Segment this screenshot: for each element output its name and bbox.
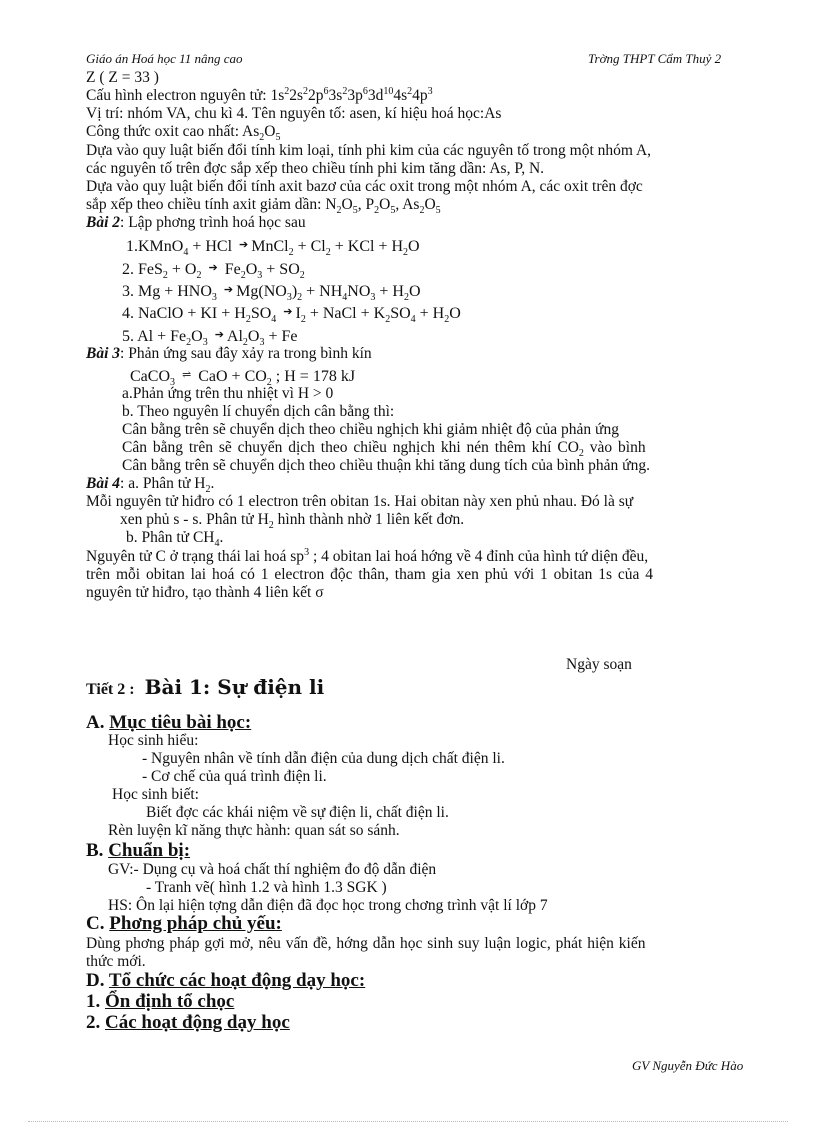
b-item-3: HS: Ôn lại hiện tợng dẫn điện đã đọc học trong chơng trình vật lí lớp 7 [108,897,548,914]
tiet-label: Tiết 2 : [86,681,135,698]
c-item-2: thức mới. [86,953,146,970]
bai4-p2b: trên mỗi obitan lai hoá có 1 electron độc thân, tham gia xen phủ với 1 obitan 1s của 4 [86,566,654,583]
z-line: Z ( Z = 33 ) [86,69,159,86]
reaction-arrow-icon: ➔ [223,284,234,296]
ngay-soan: Ngày soạn [566,656,632,673]
b-item-1: GV:- Dụng cụ và hoá chất thí nghiệm đo độ dẫn điện [108,861,437,878]
d-item-2: 2. Các hoạt động dạy học [86,1012,290,1033]
equation-1: 1.KMnO$_4$ + HCl ➔ MnCl$_2$ + $Cl_2$ + KCl + $H_2O$ [126,238,420,259]
oxide-line: Công thức oxit cao nhất: $As_2O_5$ [86,123,281,144]
bai3-heading: Bài 3: Phản ứng sau đây xảy ra trong bình kín [86,345,372,362]
a-item-3: Biết đợc các khái niệm về sự điện li, chất điện li. [146,804,449,821]
header-left: Giáo án Hoá học 11 nâng cao [86,51,243,66]
bai3-b3: Cân bằng trên sẽ chuyển dịch theo chiều thuận khi tăng dung tích của bình phản ứng. [122,457,650,474]
section-d-heading: D. Tổ chức các hoạt động dạy học: [86,970,366,991]
bai3-b2: Cân bằng trên sẽ chuyển dịch theo chiều nghịch khi nén thêm khí $CO_2$ vào bình [122,439,646,460]
bai2-heading: Bài 2: Lập phơng trình hoá học sau [86,214,306,231]
a-item-1: - Nguyên nhân về tính dẫn điện của dung dịch chất điện li. [142,750,505,767]
bai4-p1b: xen phủ s - s. Phân tử $H_2$ hình thành nhờ 1 liên kết đơn. [120,511,465,532]
a-item-4: Rèn luyện kĩ năng thực hành: quan sát so sánh. [108,822,400,839]
bai3-a: a.Phản ứng trên thu nhiệt vì H > 0 [122,385,334,402]
position-line: Vị trí: nhóm VA, chu kì 4. Tên nguyên tố: asen, kí hiệu hoá học:As [86,105,502,122]
rule1a: Dựa vào quy luật biến đổi tính kim loại, tính phi kim của các nguyên tố trong một nhóm A, [86,142,652,159]
reaction-arrow-icon: ➔ [214,329,224,341]
a-item-2: - Cơ chế của quá trình điện li. [142,768,327,785]
bai4-p1a: Mỗi nguyên tử hiđro có 1 electron trên obitan 1s. Hai obitan này xen phủ nhau. Đó là sự [86,493,634,510]
section-c-heading: C. Phơng pháp chủ yếu: [86,913,282,934]
bai4-b: b. Phân tử $CH_4$. [126,529,224,550]
equation-2: 2. $FeS_2 + O_2$ ➔ $Fe_2O_3 + SO_2$ [122,261,305,282]
bottom-dotted-rule [28,1121,788,1122]
d-item-1: 1. Ổn định tổ chọc [86,991,235,1012]
reversible-arrow-icon: ⇌ [182,369,192,381]
bai3-b1: Cân bằng trên sẽ chuyển dịch theo chiều nghịch khi giảm nhiệt độ của phản ứng [122,421,619,438]
bai3-b: b. Theo nguyên lí chuyển dịch cân bằng thì: [122,403,395,420]
a-hs-hieu: Học sinh hiểu: [108,732,199,749]
bai4-heading: Bài 4: a. Phân tử $H_2$. [86,475,215,496]
rule1b: các nguyên tố trên đợc sắp xếp theo chiều tính phi kim tăng dần: As, P, N. [86,160,545,177]
section-b-heading: B. Chuẩn bị: [86,840,191,861]
header-right: Trờng THPT Cẩm Thuỷ 2 [588,51,722,66]
a-hs-biet: Học sinh biết: [112,786,199,803]
config-line: Cấu hình electron nguyên tử: $1s^22s^22p^63s^23p^63d^{10}4s^24p^3$ [86,85,433,104]
rule2b: sắp xếp theo chiều tính axit giảm dần: $N_2O_5$, $P_2O_5$, $As_2O_5$ [86,196,441,217]
reaction-arrow-icon: ➔ [208,262,218,274]
bai4-p2a: Nguyên tử C ở trạng thái lai hoá $sp^3$ ; 4 obitan lai hoá hớng về 4 đỉnh của hình tứ diện đều, [86,546,649,565]
bai-title: Bài 1: Sự điện li [144,675,325,699]
b-item-2: - Tranh vẽ( hình 1.2 và hình 1.3 SGK ) [146,879,387,896]
bai3-reaction: CaCO$_3$ ⇌ CaO + $CO_2$ ; H = 178 kJ [130,368,356,389]
c-item-1: Dùng phơng pháp gợi mở, nêu vấn đề, hớng dẫn học sinh suy luận logic, phát hiện kiến [86,935,646,952]
equation-3: 3. $Mg + HNO_3$ ➔ $Mg(NO_3)_2 + NH_4NO_3 + H_2O$ [122,283,421,304]
reaction-arrow-icon: ➔ [239,239,249,251]
equation-5: 5. $Al + Fe_2O_3$ ➔ $Al_2O_3 + Fe$ [122,328,298,349]
footer-author: GV Nguyễn Đức Hào [632,1058,744,1073]
lesson-title [86,675,324,699]
section-a-heading: A. Mục tiêu bài học: [86,712,252,733]
reaction-arrow-icon: ➔ [283,306,293,318]
bai4-p2c: nguyên tử hiđro, tạo thành 4 liên kết σ [86,584,324,601]
equation-4: 4. NaClO + KI + $H_2SO_4$ ➔ $I_2$ + NaCl + $K_2SO_4 + H_2O$ [122,305,461,326]
rule2a: Dựa vào quy luật biến đổi tính axit bazơ của các oxit trong một nhóm A, các oxit trên đợc [86,178,643,195]
